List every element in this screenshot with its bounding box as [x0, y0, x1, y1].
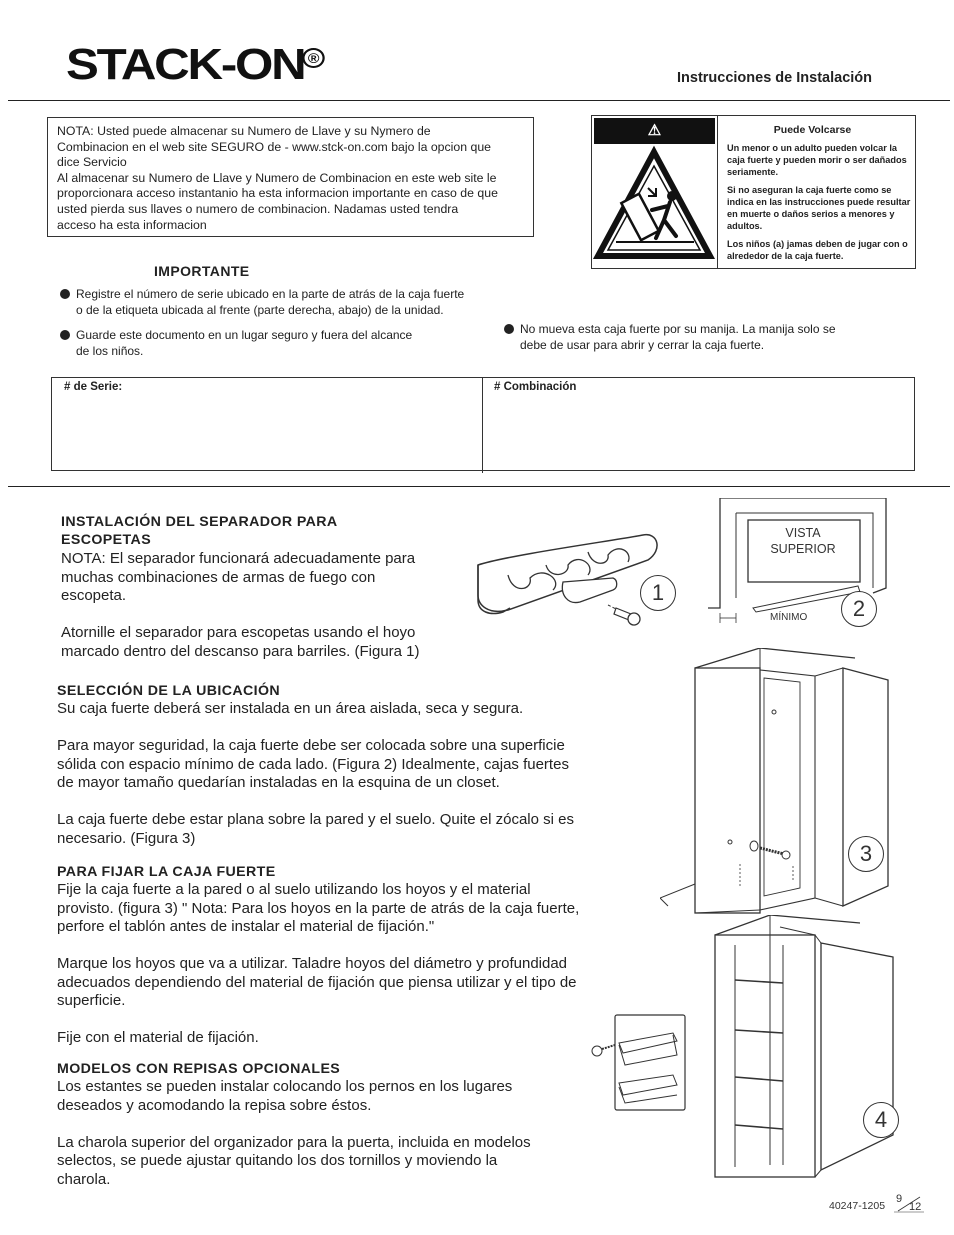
important-bullet: Guarde este documento en un lugar seguro y fuera del alcance de los niños. [76, 328, 412, 359]
warning-triangle-icon: ⚠ [647, 122, 662, 139]
figure-3-cabinet-fastening [660, 648, 890, 916]
figure-4-shelves [585, 915, 905, 1180]
fix-heading: PARA FIJAR LA CAJA FUERTE [57, 864, 276, 880]
fix-text: Fije la caja fuerte a la pared o al suelo utilizando los hoyos y el material provisto. (figura 3) " Nota: Para los hoyos en la parte de atrás de la caja fuerte, perfore el tablón antes de instalar el material de fijación." Marque los hoyos que va a utilizar. Taladre hoyos del diámetro y profundidad adecuados dependiendo del material de fijación que piensa utilizar y el tipo de superficie. Fije con el material de fijación. [57, 881, 580, 1046]
warning-paragraph: Los niños (a) jamas deben de jugar con o alrededor de la caja fuerte. [727, 239, 908, 261]
document-code: 40247-1205 [829, 1200, 886, 1212]
warning-heading: Puede Volcarse [773, 124, 852, 136]
warning-box [591, 115, 916, 269]
record-table [51, 377, 915, 471]
combination-cell[interactable] [483, 378, 576, 473]
shelves-heading: MODELOS CON REPISAS OPCIONALES [57, 1061, 341, 1077]
note-line: Combinacion en el web site SEGURO de - www.stck-on.com bajo la opcion que [57, 139, 492, 154]
note-line: Al almacenar su Numero de Llave y Numero de Combinacion en este web site le [57, 170, 497, 185]
note-line: proporcionara acceso instantanio ha esta informacion importante en caso de que [57, 186, 498, 201]
note-line: NOTA: Usted puede almacenar su Numero de Llave y su Nymero de [57, 124, 431, 138]
section-divider [8, 486, 950, 487]
document-title: Instrucciones de Instalación [677, 70, 872, 86]
location-text: Su caja fuerte deberá ser instalada en un área aislada, seca y segura. Para mayor seguridad, la caja fuerte debe ser colocada sobre una superficie sólida con espacio mínimo de cada lado. (Figura 2) Idealmente, cajas fuertes de mayor tamaño quedarían instaladas en la esquina de un closet. La caja fuerte debe estar plana sobre la pared y el suelo. Quite el zócalo si es necesario. (Figura 3) [57, 700, 574, 847]
important-heading: IMPORTANTE [154, 263, 250, 279]
separator-heading: INSTALACIÓN DEL SEPARADOR PARA ESCOPETAS [61, 514, 338, 548]
important-bullet: Registre el número de serie ubicado en la parte de atrás de la caja fuerte o de la etiqueta ubicada al frente (parte derecha, abajo) de la unidad. [76, 287, 464, 318]
header-divider [8, 100, 950, 101]
figure-1-number: 1 [640, 575, 676, 611]
warning-text [727, 124, 912, 268]
combination-label: # Combinación [494, 381, 577, 393]
location-heading: SELECCIÓN DE LA UBICACIÓN [57, 683, 281, 699]
note-line: dice Servicio [57, 155, 127, 170]
bullet-dot-icon [60, 289, 70, 299]
serial-number-cell[interactable] [52, 378, 483, 473]
warning-paragraph: Si no aseguran la caja fuerte como se indica en las instrucciones puede resultar en muerte o daños serios a menores y adultos. [727, 185, 911, 231]
caution-badge: ⚠ PRECAUCIÓN! [594, 118, 715, 144]
minimum-label: MÍNIMO [770, 612, 808, 623]
shelves-text: Los estantes se pueden instalar colocando los pernos en los lugares deseados y acomodando la repisa sobre éstos. La charola superior del organizador para la puerta, incluida en modelos selectos, se puede ajustar quitando los dos tornillos y moviendo la charola. [57, 1078, 531, 1188]
figure-2-number: 2 [841, 591, 877, 627]
warning-paragraph: Un menor o un adulto pueden volcar la caja fuerte y pueden morir o ser dañados seriamente. [727, 143, 907, 177]
figure-3-number: 3 [848, 836, 884, 872]
tip-over-hazard-icon [592, 144, 717, 268]
note-line: usted pierda sus llaves o numero de combinacion. Nadamas usted tendra [57, 201, 459, 216]
separator-text: NOTA: El separador funcionará adecuadamente para muchas combinaciones de armas de fuego con escopeta. Atornille el separador para escopetas usando el hoyo marcado dentro del descanso para barriles. (Figura 1) [61, 550, 420, 660]
important-bullet: No mueva esta caja fuerte por su manija. La manija solo se debe de usar para abrir y cerrar la caja fuerte. [520, 322, 836, 353]
stack-on-logo: STACK-ON ® [66, 40, 325, 90]
bullet-dot-icon [60, 330, 70, 340]
note-box [47, 117, 534, 237]
page-number: 9 12 [894, 1193, 924, 1215]
figure-4-number: 4 [863, 1102, 899, 1138]
note-line: acceso ha esta informacion [57, 217, 207, 232]
top-view-label: VISTA SUPERIOR [770, 526, 836, 556]
bullet-dot-icon [504, 324, 514, 334]
warning-pictogram [592, 116, 718, 268]
serial-label: # de Serie: [64, 381, 123, 393]
